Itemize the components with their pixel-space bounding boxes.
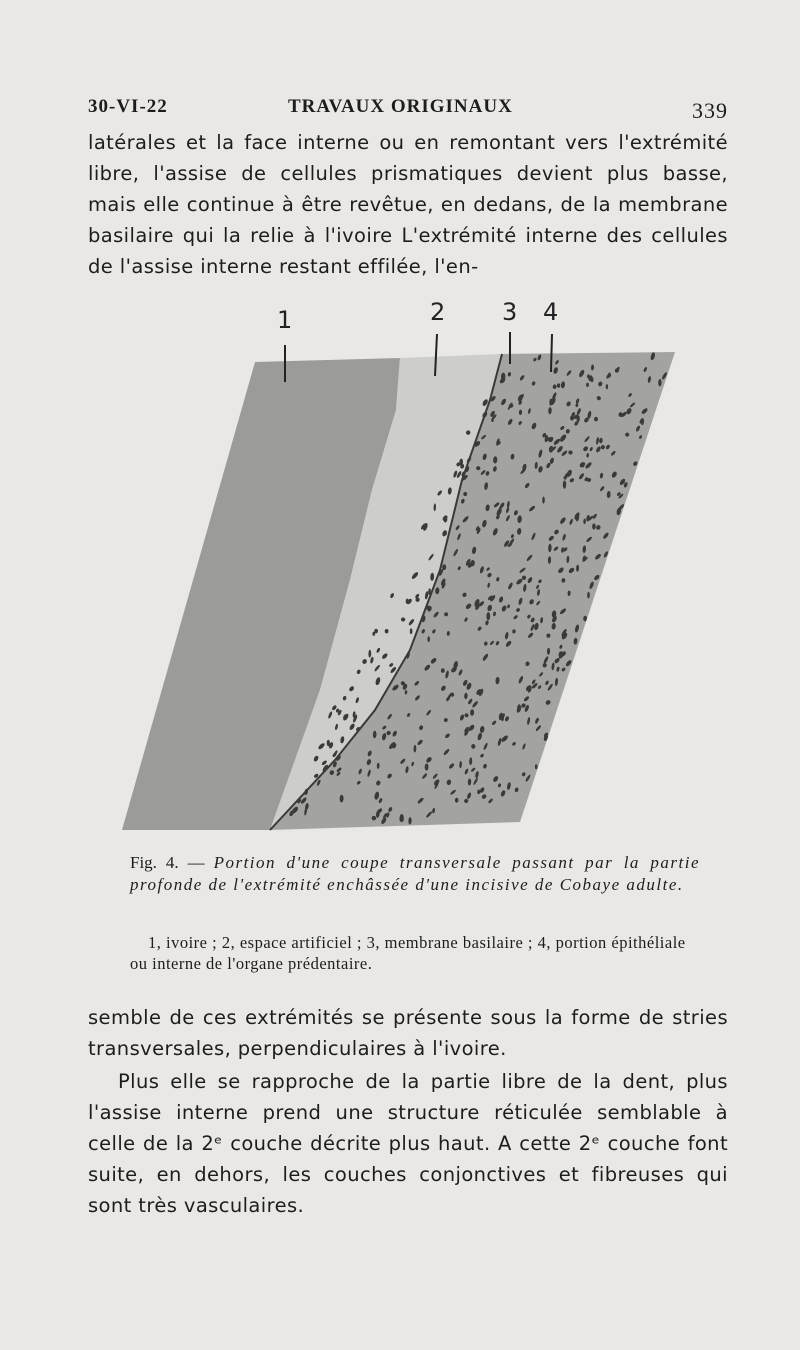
paragraph-1: latérales et la face interne ou en remontant vers l'extrémité libre, l'assise de cellules prismatiques devient plus basse, mais elle continue à être revêtue, en dedans, de la membrane basilaire qui la relie à l'ivoire L'extrémité interne des cellules de l'assise interne restant effilée, l'en- [88, 131, 728, 278]
header-date: 30-VI-22 [88, 96, 168, 117]
caption-label: Fig. 4. — [130, 853, 205, 872]
header-title: TRAVAUX ORIGINAUX [288, 96, 513, 117]
paragraph-2: semble de ces extrémités se présente sous la forme de stries transversales, perpendiculaires à l'ivoire. [88, 1006, 728, 1060]
marker-1: 1 [277, 306, 293, 334]
caption-text: Portion d'une coupe transversale passant par la partie profonde de l'extrémité enchâssée d'une incisive de Cobaye adulte. [130, 853, 700, 894]
marker-3: 3 [502, 298, 518, 326]
cell-nucleus [625, 433, 629, 437]
paragraph-3: Plus elle se rapproche de la partie libre de la dent, plus l'assise interne prend une structure réticulée semblable à celle de la 2ᵉ couche décrite plus haut. A cette 2ᵉ couche font suite, en dehors, les couches conjonctives et fibreuses qui sont très vasculaires. [88, 1070, 728, 1217]
cell-nucleus [546, 634, 550, 638]
marker-4: 4 [543, 298, 559, 326]
page-number: 339 [692, 98, 728, 123]
marker-2: 2 [430, 298, 446, 326]
figure-caption [130, 852, 700, 896]
running-header [88, 92, 728, 122]
histology-figure [110, 290, 690, 850]
figure-legend: 1, ivoire ; 2, espace artificiel ; 3, membrane basilaire ; 4, portion épithéliale ou interne de l'organe prédentaire. [130, 933, 686, 973]
marker-4-tick [551, 334, 552, 372]
cell-nucleus [410, 628, 413, 634]
